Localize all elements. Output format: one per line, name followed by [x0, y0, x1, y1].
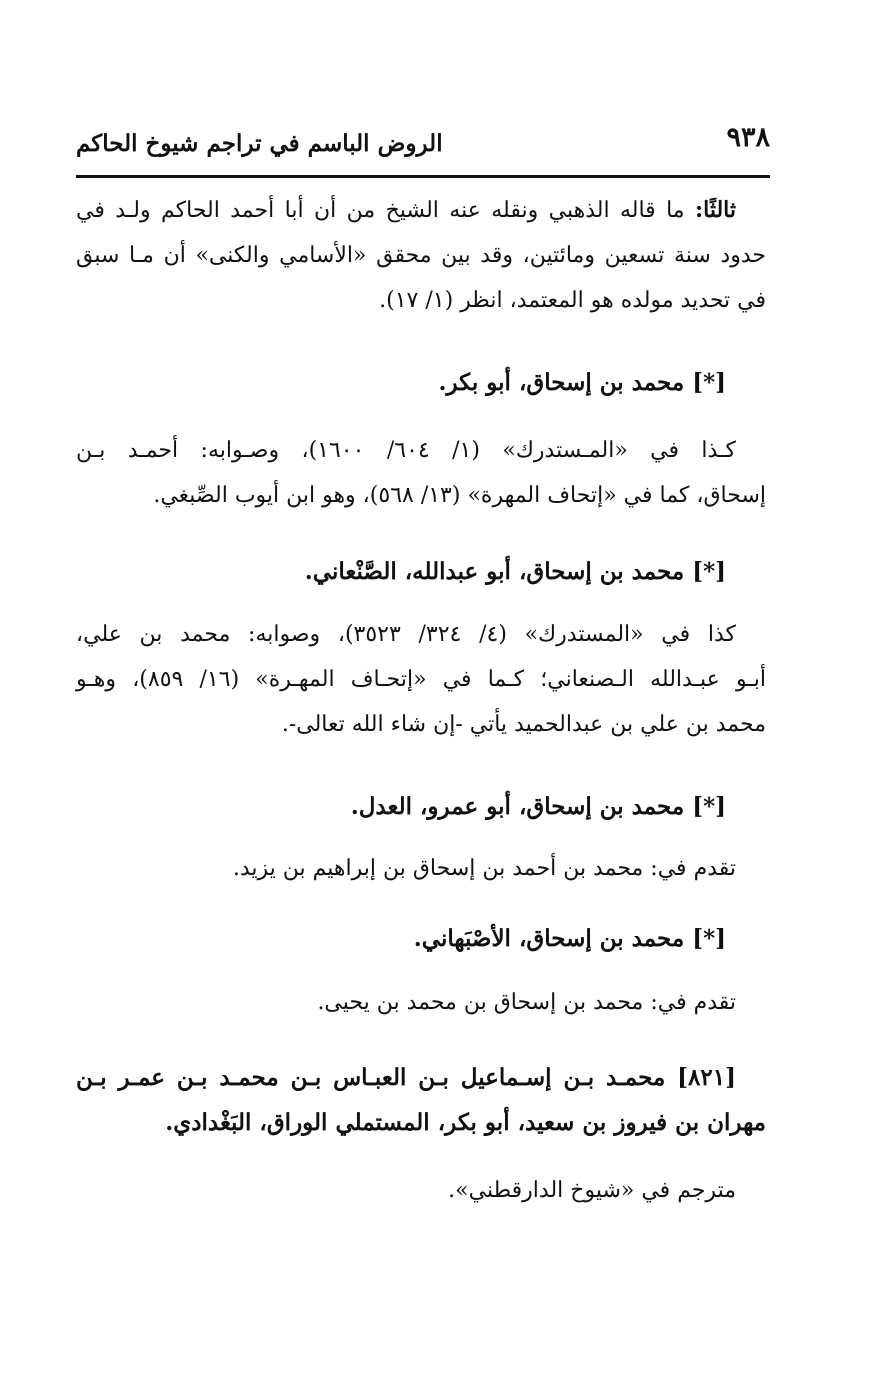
entry-heading-numbered: [76, 1055, 766, 1145]
text-line: محمد بن علي بن عبدالحميد يأتي -إن شاء الله تعالى-.: [281, 712, 766, 737]
entry-title: [*] محمد بن إسحاق، أبو عبدالله، الصَّنْعاني.: [304, 558, 726, 585]
text-line: كـذا في «المـستدرك» (١/ ٦٠٤/ ١٦٠٠)، وصـوابه: أحمـد بـن: [76, 438, 737, 463]
text-line: إسحاق، كما في «إتحاف المهرة» (١٣/ ٥٦٨)، وهو ابن أيوب الصِّبغي.: [153, 483, 766, 508]
text-line: [76, 188, 766, 233]
text-line: مترجم في «شيوخ الدارقطني».: [448, 1178, 736, 1203]
entry-body: [76, 980, 766, 1025]
entry-title: [*] محمد بن إسحاق، أبو عمرو، العدل.: [350, 793, 726, 820]
page-header: [76, 122, 770, 166]
entry-heading: [76, 360, 766, 405]
paragraph-thalithan: [76, 188, 766, 323]
text-line: في تحديد مولده هو المعتمد، انظر (١/ ١٧).: [379, 288, 766, 313]
entry-body: [76, 612, 766, 747]
entry-title: [٨٢١] محمـد بـن إسـماعيل بـن العبـاس بـن محمـد بـن عمـر بـن: [76, 1064, 736, 1091]
entry-title: [*] محمد بن إسحاق، الأصْبَهاني.: [413, 925, 726, 952]
entry-title: [*] محمد بن إسحاق، أبو بكر.: [438, 369, 726, 396]
entry-body: [76, 428, 766, 518]
text-line: تقدم في: محمد بن إسحاق بن محمد بن يحيى.: [317, 990, 736, 1015]
entry-heading: [76, 916, 766, 961]
text-line: أبـو عبـدالله الـصنعاني؛ كـما في «إتحـاف المهـرة» (١٦/ ٨٥٩)، وهـو: [76, 667, 766, 692]
entry-title: مهران بن فيروز بن سعيد، أبو بكر، المستملي الوراق، البَغْدادي.: [165, 1109, 766, 1136]
text-line: تقدم في: محمد بن أحمد بن إسحاق بن إبراهيم بن يزيد.: [232, 856, 736, 881]
page-number: ٩٣٨: [726, 122, 770, 153]
entry-heading: [76, 784, 766, 829]
text-line: كذا في «المستدرك» (٤/ ٣٢٤/ ٣٥٢٣)، وصوابه: محمد بن علي،: [76, 622, 736, 647]
running-title: الروض الباسم في تراجم شيوخ الحاكم: [76, 130, 443, 157]
entry-body: [76, 846, 766, 891]
entry-body: [76, 1168, 766, 1213]
text-line: حدود سنة تسعين ومائتين، وقد بين محقق «الأسامي والكنى» أن مـا سبق: [76, 243, 766, 268]
text-span: ما قاله الذهبي ونقله عنه الشيخ من أن أبا أحمد الحاكم ولـد في: [76, 198, 695, 223]
entry-heading: [76, 549, 766, 594]
header-rule: [76, 175, 770, 178]
paragraph-lead: ثالثًا:: [695, 197, 736, 223]
